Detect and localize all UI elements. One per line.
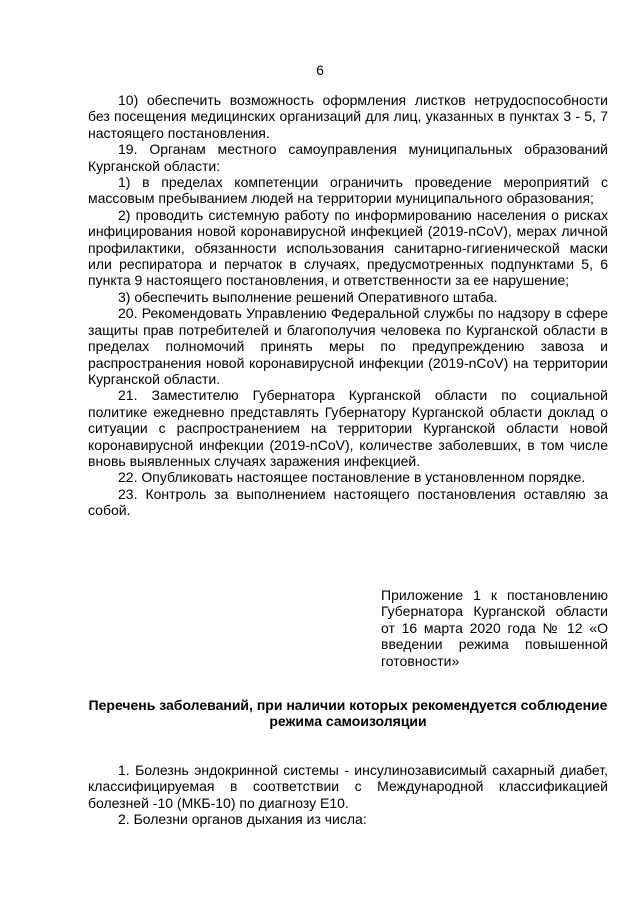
appendix-note [381, 587, 608, 669]
list-item: 2. Болезни органов дыхания из числа: [118, 811, 367, 828]
paragraph-20-rospotrebnadzor: 20. Рекомендовать Управлению Федеральной службы по надзору в сфере защиты прав потребителей и благополучия человека по Курганской области в пределах полномочий принять меры по предупреждению завоза и распространения новой коронавирусной инфекции (2019-nCoV) на территории Курганской области. [88, 305, 608, 387]
list-item: 1. Болезнь эндокринной системы - инсулинозависимый сахарный диабет, классифицируемая в соответствии с Международной классификацией болезней -10 (МКБ-10) по диагнозу Е10. [88, 762, 608, 811]
decree-body [88, 92, 608, 519]
disease-list [88, 762, 608, 828]
paragraph-19-2-informing-population: 2) проводить системную работу по информированию населения о рисках инфицирования новой коронавирусной инфекцией (2019-nCoV), мерах личной профилактики, обязанности использования санитарно-гигиенической маски или респиратора и перчаток в случаях, предусмотренных подпунктами 5, 6 пункта 9 настоящего постановления, и ответственности за ее нарушение; [88, 206, 608, 289]
paragraph-19-1-limit-events: 1) в пределах компетенции ограничить проведение мероприятий с массовым пребыванием людей на территории муниципального образования; [88, 174, 608, 207]
paragraph-19-local-authorities: 19. Органам местного самоуправления муниципальных образований Курганской области: [88, 141, 608, 174]
paragraph-10-sick-leave: 10) обеспечить возможность оформления листков нетрудоспособности без посещения медицинских организаций для лиц, указанных в пунктах 3 - 5, 7 настоящего постановления. [88, 92, 608, 141]
paragraph-22-publish: 22. Опубликовать настоящее постановление в установленном порядке. [118, 469, 586, 486]
paragraph-23-control: 23. Контроль за выполнением настоящего постановления оставляю за собой. [88, 485, 608, 519]
appendix-note-text: Приложение 1 к постановлению Губернатора Курганской области от 16 марта 2020 года № 12 «О введении режима повышенной готовности» [381, 587, 608, 669]
paragraph-19-3-operational-staff: 3) обеспечить выполнение решений Оперативного штаба. [118, 288, 498, 305]
page-number: 6 [316, 62, 324, 78]
paragraph-21-deputy-governor: 21. Заместителю Губернатора Курганской области по социальной политике ежедневно представлять Губернатору Курганской области доклад о ситуации с распространением на территории Курганской области новой коронавирусной инфекции (2019-nCoV), количестве заболевших, в том числе вновь выявленных случаях заражения инфекцией. [88, 387, 608, 469]
disease-list-title: Перечень заболеваний, при наличии которых рекомендуется соблюдение режима самоизоляции [88, 697, 608, 730]
